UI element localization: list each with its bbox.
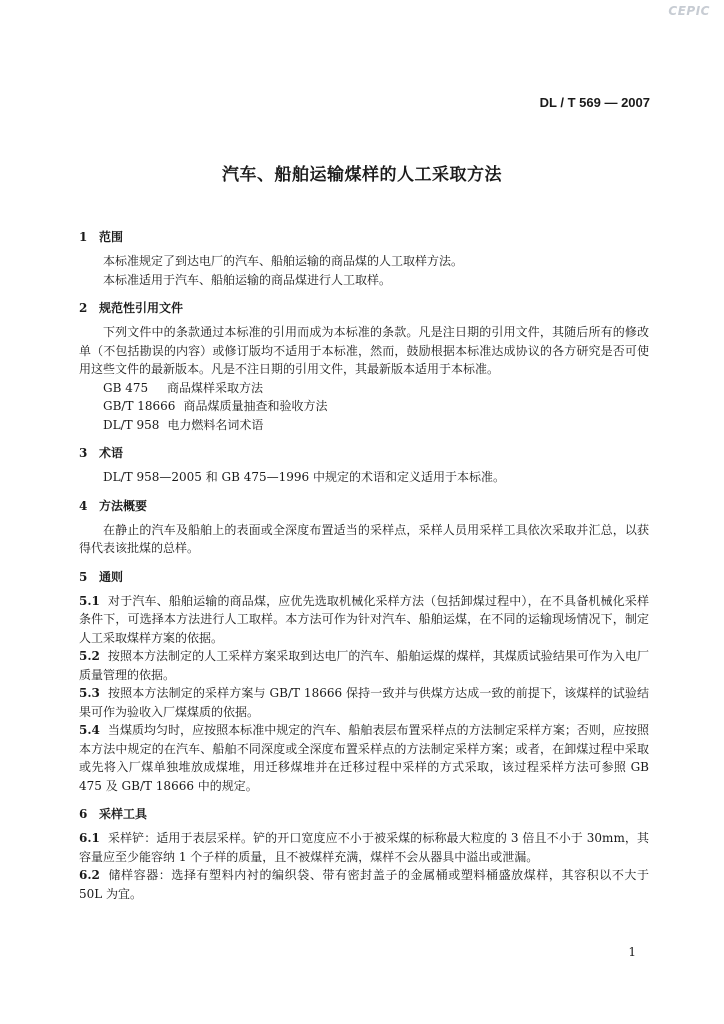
standard-number: DL / T 569 — 2007: [539, 95, 650, 110]
page-number: 1: [628, 945, 636, 959]
reference-item: DL/T 958 电力燃料名词术语: [103, 417, 264, 432]
section-normative-references: [79, 299, 649, 434]
clause: 5.3 按照本方法制定的采样方案与 GB/T 18666 保持一致并与供煤方达成一致的前提下，该煤样的试验结果可作为验收入厂煤煤质的依据。: [79, 686, 649, 719]
document-body: [79, 228, 649, 903]
section-heading: 1 范围: [79, 230, 124, 244]
paragraph: 下列文件中的条款通过本标准的引用而成为本标准的条款。凡是注日期的引用文件，其随后所有的修改单（不包括勘误的内容）或修订版均不适用于本标准，然而，鼓励根据本标准达成协议的各方研究是否可使用这些文件的最新版本。凡是不注日期的引用文件，其最新版本适用于本标准。: [79, 325, 649, 376]
section-scope: [79, 228, 649, 289]
clause: 5.1 对于汽车、船舶运输的商品煤，应优先选取机械化采样方法（包括卸煤过程中），在不具备机械化采样条件下，可选择本方法进行人工取样。本方法可作为针对汽车、船舶运煤，在不同的运输现场情况下，制定人工采取煤样方案的依据。: [79, 593, 649, 645]
paragraph: 本标准规定了到达电厂的汽车、船舶运输的商品煤的人工取样方法。: [103, 254, 464, 268]
section-general-rules: [79, 568, 649, 796]
clause: 6.1 采样铲：适用于表层采样。铲的开口宽度应不小于被采煤的标称最大粒度的 3 倍且不小于 30mm，其容量应至少能容纳 1 个子样的质量，且不被煤样充满，煤样不会从器具中溢出或泄漏。: [79, 831, 649, 864]
section-heading: 5 通则: [79, 569, 124, 584]
section-method-summary: [79, 497, 649, 558]
reference-item: GB 475 商品煤样采取方法: [103, 380, 264, 395]
reference-item: GB/T 18666 商品煤质量抽查和验收方法: [103, 399, 328, 413]
paragraph: 本标准适用于汽车、船舶运输的商品煤进行人工取样。: [103, 272, 392, 287]
paragraph: 在静止的汽车及船舶上的表面或全深度布置适当的采样点，采样人员用采样工具依次采取并汇总，以获得代表该批煤的总样。: [79, 522, 649, 555]
document-title: 汽车、船舶运输煤样的人工采取方法: [222, 165, 502, 185]
cepic-watermark: CEPIC: [668, 4, 710, 18]
clause: 5.2 按照本方法制定的人工采样方案采取到达电厂的汽车、船舶运煤的煤样，其煤质试验结果可作为入电厂质量管理的依据。: [79, 649, 649, 682]
clause: 6.2 储样容器：选择有塑料内衬的编织袋、带有密封盖子的金属桶或塑料桶盛放煤样，其容积以不大于 50L 为宜。: [79, 868, 649, 901]
section-heading: 4 方法概要: [79, 498, 148, 513]
section-terms: [79, 444, 649, 487]
section-heading: 6 采样工具: [79, 807, 148, 821]
section-heading: 3 术语: [79, 446, 124, 460]
clause: 5.4 当煤质均匀时，应按照本标准中规定的汽车、船舶表层布置采样点的方法制定采样方案；否则，应按照本方法中规定的在汽车、船舶不同深度或全深度布置采样点的方法制定采样方案；或者，在卸煤过程中采取或先将入厂煤单独堆放成煤堆，用迁移煤堆并在迁移过程中采样的方式采取，该过程采样方法可参照 GB 475 及 GB/T 18666 中的规定。: [79, 723, 649, 793]
section-sampling-tools: [79, 805, 649, 903]
section-heading: 2 规范性引用文件: [79, 301, 184, 315]
paragraph: DL/T 958—2005 和 GB 475—1996 中规定的术语和定义适用于本标准。: [103, 470, 506, 484]
